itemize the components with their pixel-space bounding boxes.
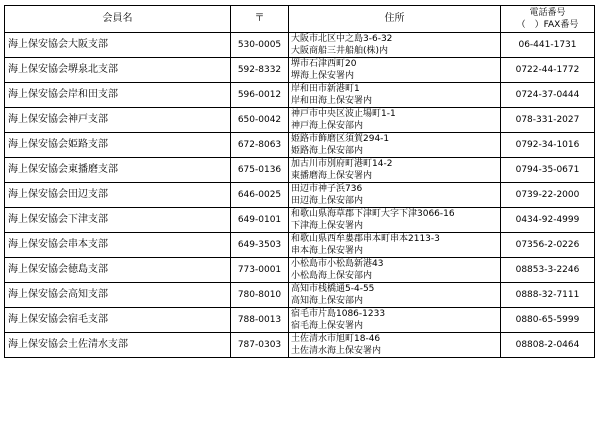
address-line-2: 姫路海上保安部内 [291,146,364,156]
member-name: 海上保安協会高知支部 [5,283,231,308]
postal-code: 596-0012 [231,83,289,108]
member-name: 海上保安協会宿毛支部 [5,308,231,333]
address-line-2: 串本海上保安署内 [291,246,364,256]
postal-code: 788-0013 [231,308,289,333]
member-name: 海上保安協会大阪支部 [5,33,231,58]
postal-code: 672-8063 [231,133,289,158]
header-row [5,6,595,33]
address-line-2: 大阪商船三井船舶(株)内 [291,46,389,56]
table-row [5,158,595,183]
address-line-2: 下津海上保安署内 [291,221,364,231]
address-line-1: 高知市桟橋通5-4-55 [291,284,375,294]
header-phone [501,6,595,33]
phone-number: 0794-35-0671 [501,158,595,183]
address-line-2: 高知海上保安部内 [291,296,364,306]
header-name: 会員名 [5,6,231,33]
address-line-1: 和歌山県海草郡下津町大字下津3066-16 [291,209,455,219]
postal-code: 773-0001 [231,258,289,283]
member-name: 海上保安協会神戸支部 [5,108,231,133]
address-line-1: 宿毛市片島1086-1233 [291,309,386,319]
address-line-1: 田辺市神子浜736 [291,184,363,194]
address-cell [289,258,501,283]
address-line-2: 田辺海上保安部内 [291,196,364,206]
postal-code: 646-0025 [231,183,289,208]
member-table [4,5,595,358]
header-phone-top: 電話番号 [529,8,566,18]
table-row [5,108,595,133]
address-line-2: 小松島海上保安部内 [291,271,373,281]
address-cell [289,158,501,183]
table-row [5,33,595,58]
member-name: 海上保安協会岸和田支部 [5,83,231,108]
address-cell [289,108,501,133]
address-line-2: 宿毛海上保安署内 [291,321,364,331]
table-row [5,308,595,333]
member-name: 海上保安協会徳島支部 [5,258,231,283]
phone-number: 08853-3-2246 [501,258,595,283]
phone-number: 08808-2-0464 [501,333,595,358]
address-line-2: 岸和田海上保安署内 [291,96,373,106]
header-address: 住所 [289,6,501,33]
table-row [5,258,595,283]
address-cell [289,308,501,333]
address-line-1: 土佐清水市旭町18-46 [291,334,381,344]
address-cell [289,333,501,358]
member-name: 海上保安協会串本支部 [5,233,231,258]
address-line-1: 姫路市飾磨区須賀294-1 [291,134,390,144]
postal-code: 787-0303 [231,333,289,358]
table-row [5,208,595,233]
address-cell [289,183,501,208]
address-line-1: 大阪市北区中之島3-6-32 [291,34,393,44]
member-name: 海上保安協会堺泉北支部 [5,58,231,83]
postal-code: 675-0136 [231,158,289,183]
header-zip: 〒 [231,6,289,33]
address-line-1: 和歌山県西牟婁郡串本町串本2113-3 [291,234,440,244]
member-name: 海上保安協会下津支部 [5,208,231,233]
phone-number: 078-331-2027 [501,108,595,133]
header-phone-bottom: （ ）FAX番号 [516,20,579,30]
address-cell [289,83,501,108]
member-directory [4,5,595,358]
address-line-1: 神戸市中央区波止場町1-1 [291,109,396,119]
postal-code: 530-0005 [231,33,289,58]
address-cell [289,208,501,233]
address-line-2: 東播磨海上保安署内 [291,171,373,181]
address-line-1: 岸和田市新港町1 [291,84,360,94]
table-row [5,283,595,308]
address-cell [289,33,501,58]
address-line-1: 小松島市小松島新港43 [291,259,384,269]
address-cell [289,58,501,83]
table-row [5,58,595,83]
address-line-2: 土佐清水海上保安署内 [291,346,382,356]
address-line-1: 加古川市別府町港町14-2 [291,159,393,169]
phone-number: 0792-34-1016 [501,133,595,158]
phone-number: 0724-37-0444 [501,83,595,108]
table-row [5,83,595,108]
table-row [5,133,595,158]
member-name: 海上保安協会姫路支部 [5,133,231,158]
address-line-1: 堺市石津西町20 [291,59,357,69]
address-cell [289,133,501,158]
phone-number: 0888-32-7111 [501,283,595,308]
phone-number: 06-441-1731 [501,33,595,58]
table-row [5,333,595,358]
table-row [5,183,595,208]
postal-code: 649-3503 [231,233,289,258]
postal-code: 780-8010 [231,283,289,308]
phone-number: 0434-92-4999 [501,208,595,233]
address-line-2: 堺海上保安署内 [291,71,355,81]
postal-code: 649-0101 [231,208,289,233]
table-row [5,233,595,258]
phone-number: 0722-44-1772 [501,58,595,83]
phone-number: 0880-65-5999 [501,308,595,333]
address-cell [289,283,501,308]
phone-number: 07356-2-0226 [501,233,595,258]
postal-code: 650-0042 [231,108,289,133]
address-line-2: 神戸海上保安部内 [291,121,364,131]
postal-code: 592-8332 [231,58,289,83]
member-name: 海上保安協会東播磨支部 [5,158,231,183]
address-cell [289,233,501,258]
phone-number: 0739-22-2000 [501,183,595,208]
member-name: 海上保安協会田辺支部 [5,183,231,208]
member-name: 海上保安協会土佐清水支部 [5,333,231,358]
